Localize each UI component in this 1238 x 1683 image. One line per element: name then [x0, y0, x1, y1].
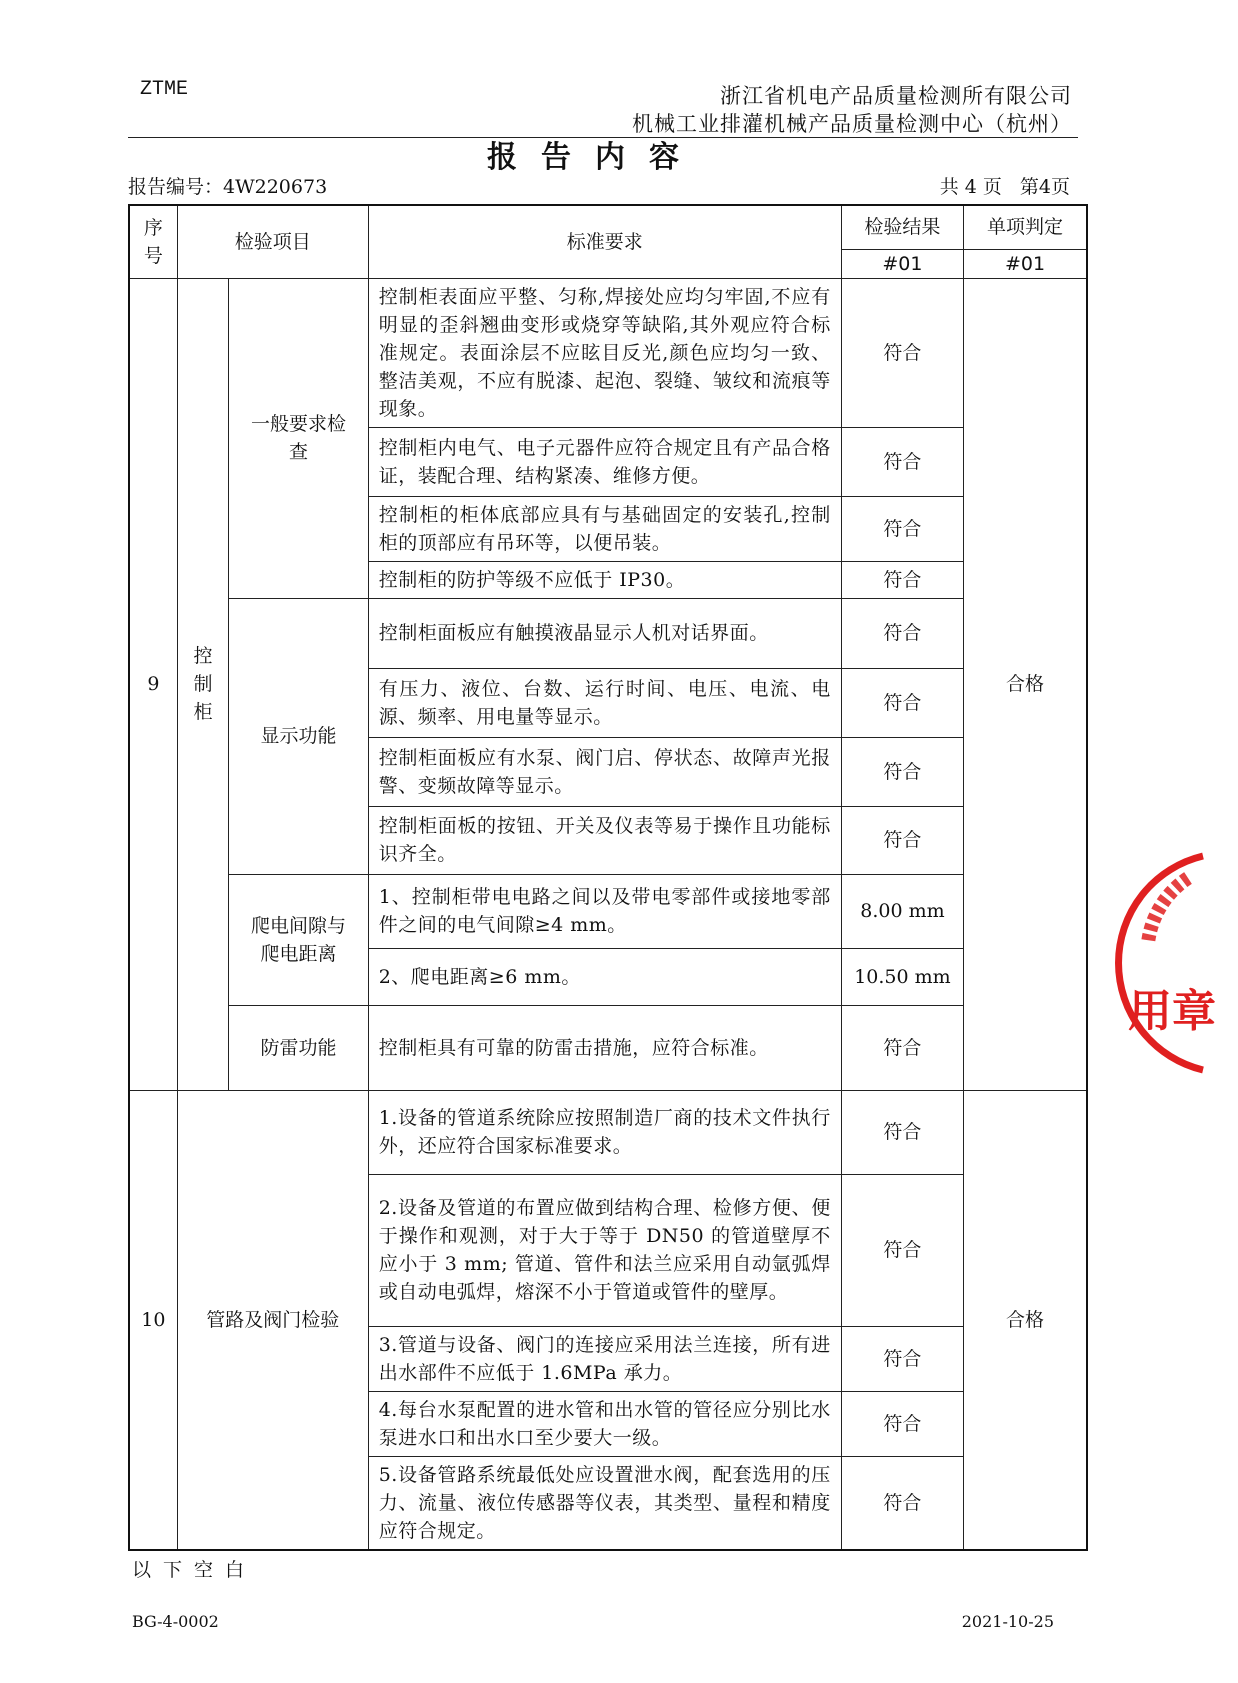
result-cell: 符合 [841, 1456, 963, 1550]
group-name-line: 爬电距离 [260, 942, 337, 965]
header-code: ZTME [140, 78, 189, 101]
standard-cell: 控制柜具有可靠的防雷击措施，应符合标准。 [368, 1005, 841, 1090]
standard-cell: 控制柜表面应平整、匀称,焊接处应均匀牢固,不应有明显的歪斜翘曲变形或烧穿等缺陷,其外观应符合标准规定。表面涂层不应眩目反光,颜色应均匀一致、整洁美观，不应有脱漆、起泡、裂缝、皱纹和流痕等现象。 [368, 278, 841, 427]
standard-cell: 1.设备的管道系统除应按照制造厂商的技术文件执行外，还应符合国家标准要求。 [368, 1090, 841, 1174]
result-cell: 符合 [841, 1326, 963, 1391]
result-cell: 符合 [841, 1090, 963, 1174]
result-cell: 符合 [841, 598, 963, 668]
page-current: 第4页 [1019, 176, 1070, 198]
result-cell: 10.50 mm [841, 948, 963, 1005]
table-row [129, 874, 1087, 948]
table-row [129, 598, 1087, 668]
header-org-line2: 机械工业排灌机械产品质量检测中心（杭州） [632, 112, 1072, 136]
section10-item: 管路及阀门检验 [177, 1090, 368, 1550]
blank-below-note: 以下空白 [132, 1559, 257, 1581]
section9-seq: 9 [129, 278, 177, 1090]
result-cell: 8.00 mm [841, 874, 963, 948]
section9-category-char: 柜 [193, 701, 213, 723]
report-number [128, 172, 327, 199]
page-title: 报告内容 [487, 140, 703, 175]
header-seq-line2: 号 [143, 244, 163, 267]
standard-cell: 3.管道与设备、阀门的连接应采用法兰连接，所有进出水部件不应低于 1.6MPa 承力。 [368, 1326, 841, 1391]
header-standard: 标准要求 [368, 205, 841, 278]
report-number-value: 4W220673 [223, 176, 328, 198]
result-cell: 符合 [841, 806, 963, 874]
group-name-line: 一般要求检 [250, 413, 346, 435]
section10-judgement: 合格 [964, 1090, 1087, 1550]
group-name-line: 爬电间隙与 [250, 914, 346, 937]
result-cell: 符合 [841, 1391, 963, 1456]
group-name-line: 查 [288, 441, 308, 463]
standard-cell: 控制柜面板的按钮、开关及仪表等易于操作且功能标识齐全。 [368, 806, 841, 874]
group-creepage-clearance [229, 874, 368, 1005]
standard-cell: 控制柜面板应有触摸液晶显示人机对话界面。 [368, 598, 841, 668]
group-display-function [229, 598, 368, 874]
standard-cell: 控制柜内电气、电子元器件应符合规定且有产品合格证，装配合理、结构紧凑、维修方便。 [368, 427, 841, 496]
header-seq-line1: 序 [143, 216, 163, 239]
section9-category [177, 278, 228, 1090]
table-row [129, 1005, 1087, 1090]
standard-cell: 控制柜面板应有水泵、阀门启、停状态、故障声光报警、变频故障等显示。 [368, 737, 841, 806]
group-name-line: 防雷功能 [260, 1036, 337, 1059]
group-lightning-protection [229, 1005, 368, 1090]
header-judgement: 单项判定 [964, 205, 1087, 249]
header-item: 检验项目 [177, 205, 368, 278]
header-result: 检验结果 [841, 205, 963, 249]
result-cell: 符合 [841, 496, 963, 561]
standard-cell: 控制柜的柜体底部应具有与基础固定的安装孔,控制柜的顶部应有吊环等，以便吊装。 [368, 496, 841, 561]
section9-category-char: 制 [193, 673, 213, 695]
group-general-requirements [229, 278, 368, 598]
standard-cell: 1、控制柜带电电路之间以及带电零部件或接地零部件之间的电气间隙≥4 mm。 [368, 874, 841, 948]
form-code: BG-4-0002 [132, 1612, 219, 1631]
section9-judgement: 合格 [964, 278, 1087, 1090]
standard-cell: 4.每台水泵配置的进水管和出水管的管径应分别比水泵进水口和出水口至少要大一级。 [368, 1391, 841, 1456]
header-result-sample: #01 [841, 249, 963, 278]
section10-seq: 10 [129, 1090, 177, 1550]
standard-cell: 2、爬电距离≥6 mm。 [368, 948, 841, 1005]
result-cell: 符合 [841, 1005, 963, 1090]
standard-cell: 有压力、液位、台数、运行时间、电压、电流、电源、频率、用电量等显示。 [368, 668, 841, 737]
inspection-table [128, 204, 1088, 1551]
result-cell: 符合 [841, 561, 963, 598]
seal-ring [1119, 856, 1203, 1070]
report-number-label: 报告编号： [128, 176, 224, 198]
result-cell: 符合 [841, 427, 963, 496]
standard-cell: 5.设备管路系统最低处应设置泄水阀，配套选用的压力、流量、液位传感器等仪表，其类型、量程和精度应符合规定。 [368, 1456, 841, 1550]
page-total: 共 4 页 [939, 176, 1002, 198]
result-cell: 符合 [841, 737, 963, 806]
seal-text: 用章 [1128, 986, 1216, 1037]
company-seal-icon [1088, 848, 1238, 1078]
section9-category-char: 控 [193, 645, 213, 667]
standard-cell: 控制柜的防护等级不应低于 IP30。 [368, 561, 841, 598]
report-date: 2021-10-25 [961, 1612, 1054, 1631]
header-seq [129, 205, 177, 278]
result-cell: 符合 [841, 1174, 963, 1326]
page-info [922, 172, 1070, 199]
header-judgement-sample: #01 [964, 249, 1087, 278]
standard-cell: 2.设备及管道的布置应做到结构合理、检修方便、便于操作和观测，对于大于等于 DN50 的管道壁厚不应小于 3 mm; 管道、管件和法兰应采用自动氩弧焊或自动电弧焊，熔深不小于管道或管件的壁厚。 [368, 1174, 841, 1326]
group-name-line: 显示功能 [260, 725, 337, 747]
table-row [129, 278, 1087, 427]
result-cell: 符合 [841, 668, 963, 737]
result-cell: 符合 [841, 278, 963, 427]
header-org-line1: 浙江省机电产品质量检测所有限公司 [720, 84, 1072, 108]
table-row [129, 1090, 1087, 1174]
